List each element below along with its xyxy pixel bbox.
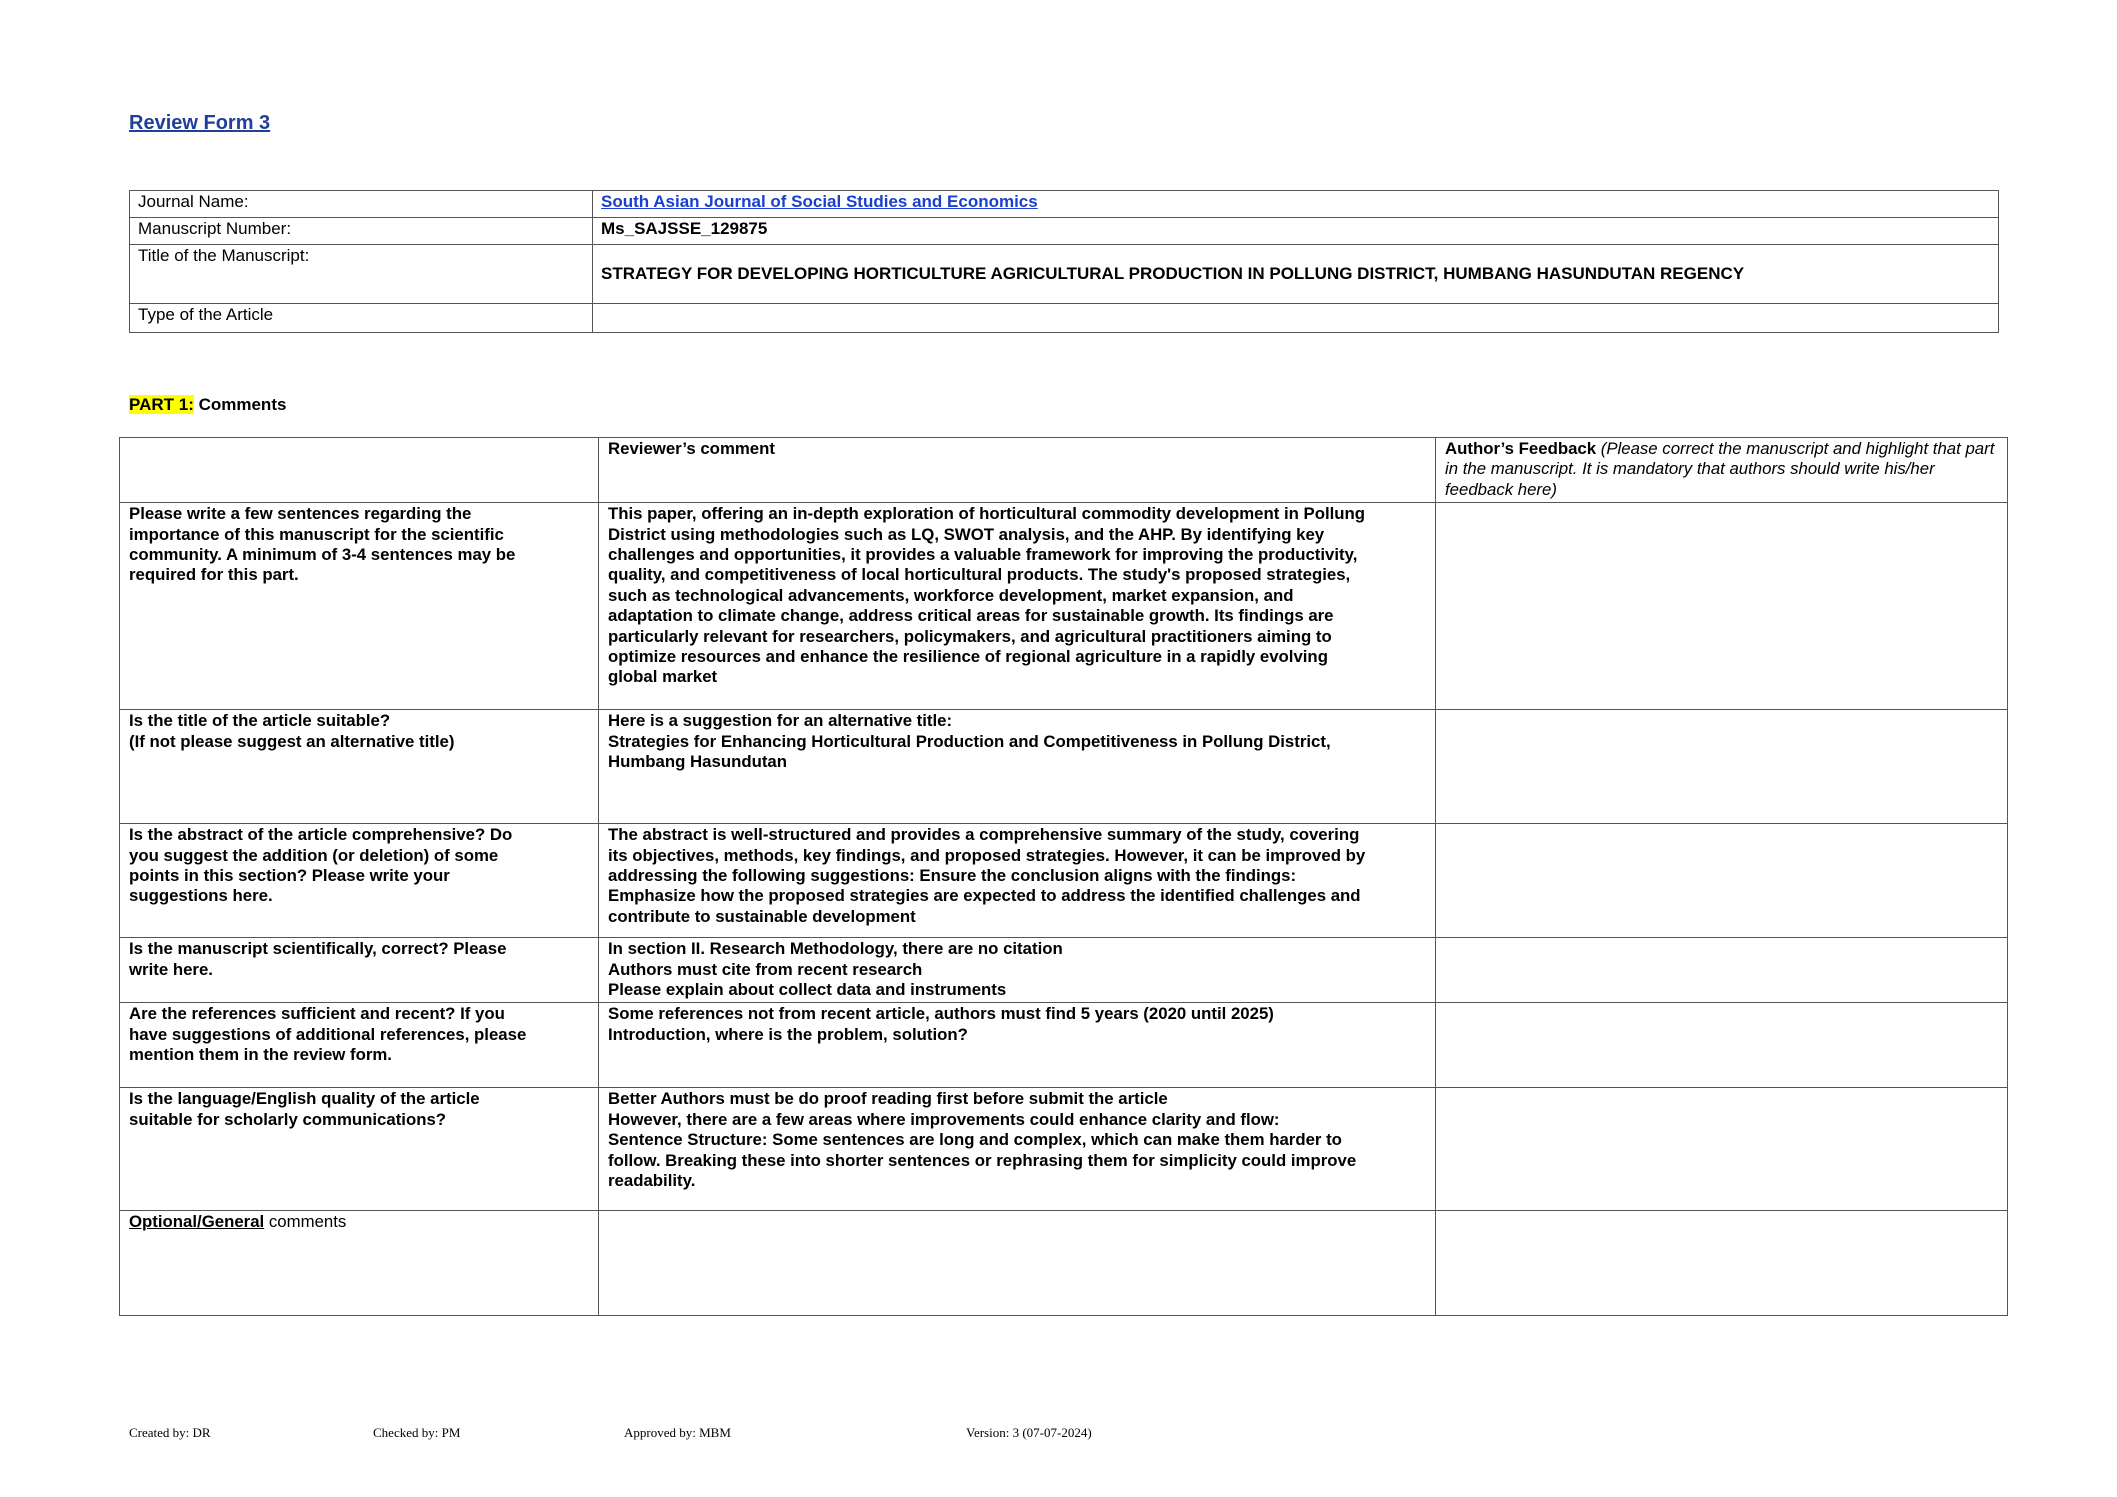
question-cell: Is the abstract of the article comprehensive? Do you suggest the addition (or deletion) of some points in this section? Please write your suggestions here. bbox=[120, 824, 599, 938]
question-cell: Are the references sufficient and recent? If you have suggestions of additional references, please mention them in the review form. bbox=[120, 1003, 599, 1088]
article-type-value[interactable] bbox=[593, 304, 1999, 333]
table-row bbox=[120, 824, 2008, 938]
author-feedback-cell[interactable] bbox=[1436, 710, 2008, 824]
part-heading bbox=[129, 395, 286, 415]
form-title[interactable]: Review Form 3 bbox=[129, 112, 271, 134]
question-cell: Is the language/English quality of the article suitable for scholarly communications? bbox=[120, 1088, 599, 1211]
manuscript-title-label: Title of the Manuscript: bbox=[130, 245, 593, 304]
question-cell: Is the manuscript scientifically, correct? Please write here. bbox=[120, 938, 599, 1003]
info-row-journal bbox=[130, 191, 1999, 218]
part-title: Comments bbox=[193, 395, 287, 414]
optional-reviewer-comment-cell[interactable] bbox=[599, 1211, 1436, 1316]
reviewer-comment-cell[interactable]: This paper, offering an in-depth exploration of horticultural commodity development in Pollung District using methodologies such as LQ, SWOT analysis, and the AHP. By identifying key challenges and opportunities, it provides a valuable framework for improving the productivity, quality, and competitiveness of local horticultural products. The study's proposed strategies, such as technological advancements, workforce development, market expansion, and adaptation to climate change, address critical areas for sustainable growth. Its findings are particularly relevant for researchers, policymakers, and agricultural practitioners aiming to optimize resources and enhance the resilience of regional agriculture in a rapidly evolving global market bbox=[599, 503, 1436, 710]
reviewer-comment-cell[interactable]: The abstract is well-structured and provides a comprehensive summary of the study, covering its objectives, methods, key findings, and proposed strategies. However, it can be improved by addressing the following suggestions: Ensure the conclusion aligns with the findings: Emphasize how the proposed strategies are expected to address the identified challenges and contribute to sustainable development bbox=[599, 824, 1436, 938]
author-feedback-header bbox=[1436, 438, 2008, 503]
footer-checked-by: Checked by: PM bbox=[373, 1425, 461, 1440]
author-feedback-title: Author’s Feedback bbox=[1445, 439, 1597, 458]
author-feedback-cell[interactable] bbox=[1436, 503, 2008, 710]
question-cell: Please write a few sentences regarding the importance of this manuscript for the scientific community. A minimum of 3-4 sentences may be required for this part. bbox=[120, 503, 599, 710]
author-feedback-cell[interactable] bbox=[1436, 938, 2008, 1003]
manuscript-number-value: Ms_SAJSSE_129875 bbox=[593, 218, 1999, 245]
table-row bbox=[120, 1088, 2008, 1211]
comments-header-row bbox=[120, 438, 2008, 503]
table-row bbox=[120, 710, 2008, 824]
reviewer-comment-cell[interactable]: Some references not from recent article, authors must find 5 years (2020 until 2025) Introduction, where is the problem, solution? bbox=[599, 1003, 1436, 1088]
optional-author-feedback-cell[interactable] bbox=[1436, 1211, 2008, 1316]
article-type-label: Type of the Article bbox=[130, 304, 593, 333]
author-feedback-cell[interactable] bbox=[1436, 1003, 2008, 1088]
footer-approved-by: Approved by: MBM bbox=[624, 1425, 731, 1440]
info-row-article-type bbox=[130, 304, 1999, 333]
info-row-manuscript-number bbox=[130, 218, 1999, 245]
footer-created-by: Created by: DR bbox=[129, 1425, 211, 1440]
reviewer-comment-cell[interactable]: Here is a suggestion for an alternative title: Strategies for Enhancing Horticultural Production and Competitiveness in Pollung District, Humbang Hasundutan bbox=[599, 710, 1436, 824]
comments-table bbox=[119, 437, 2008, 1316]
optional-general-label: Optional/General bbox=[129, 1212, 265, 1232]
question-cell: Is the title of the article suitable? (If not please suggest an alternative title) bbox=[120, 710, 599, 824]
header-empty-cell bbox=[120, 438, 599, 503]
footer-version: Version: 3 (07-07-2024) bbox=[966, 1425, 1092, 1440]
optional-comments-row bbox=[120, 1211, 2008, 1316]
author-feedback-cell[interactable] bbox=[1436, 1088, 2008, 1211]
optional-comments-suffix: comments bbox=[264, 1212, 347, 1232]
manuscript-number-label: Manuscript Number: bbox=[130, 218, 593, 245]
reviewer-comment-header: Reviewer’s comment bbox=[599, 438, 1436, 503]
reviewer-comment-cell[interactable]: In section II. Research Methodology, there are no citation Authors must cite from recent research Please explain about collect data and instruments bbox=[599, 938, 1436, 1003]
part-number: PART 1: bbox=[129, 395, 194, 414]
optional-comments-label bbox=[120, 1211, 599, 1316]
author-feedback-instructions: (Please correct the manuscript and highlight that part in the manuscript. It is mandatory that authors should write his/her feedback here) bbox=[1445, 439, 1995, 499]
table-row bbox=[120, 938, 2008, 1003]
reviewer-comment-cell[interactable]: Better Authors must be do proof reading first before submit the article However, there are a few areas where improvements could enhance clarity and flow: Sentence Structure: Some sentences are long and complex, which can make them harder to follow. Breaking these into shorter sentences or rephrasing them for simplicity could improve readability. bbox=[599, 1088, 1436, 1211]
manuscript-info-table bbox=[129, 190, 1999, 333]
journal-link[interactable]: South Asian Journal of Social Studies and Economics bbox=[601, 192, 1038, 211]
table-row bbox=[120, 503, 2008, 710]
manuscript-title-value: STRATEGY FOR DEVELOPING HORTICULTURE AGRICULTURAL PRODUCTION IN POLLUNG DISTRICT, HUMBANG HASUNDUTAN REGENCY bbox=[593, 245, 1999, 304]
info-row-title bbox=[130, 245, 1999, 304]
journal-label: Journal Name: bbox=[130, 191, 593, 218]
table-row bbox=[120, 1003, 2008, 1088]
author-feedback-cell[interactable] bbox=[1436, 824, 2008, 938]
